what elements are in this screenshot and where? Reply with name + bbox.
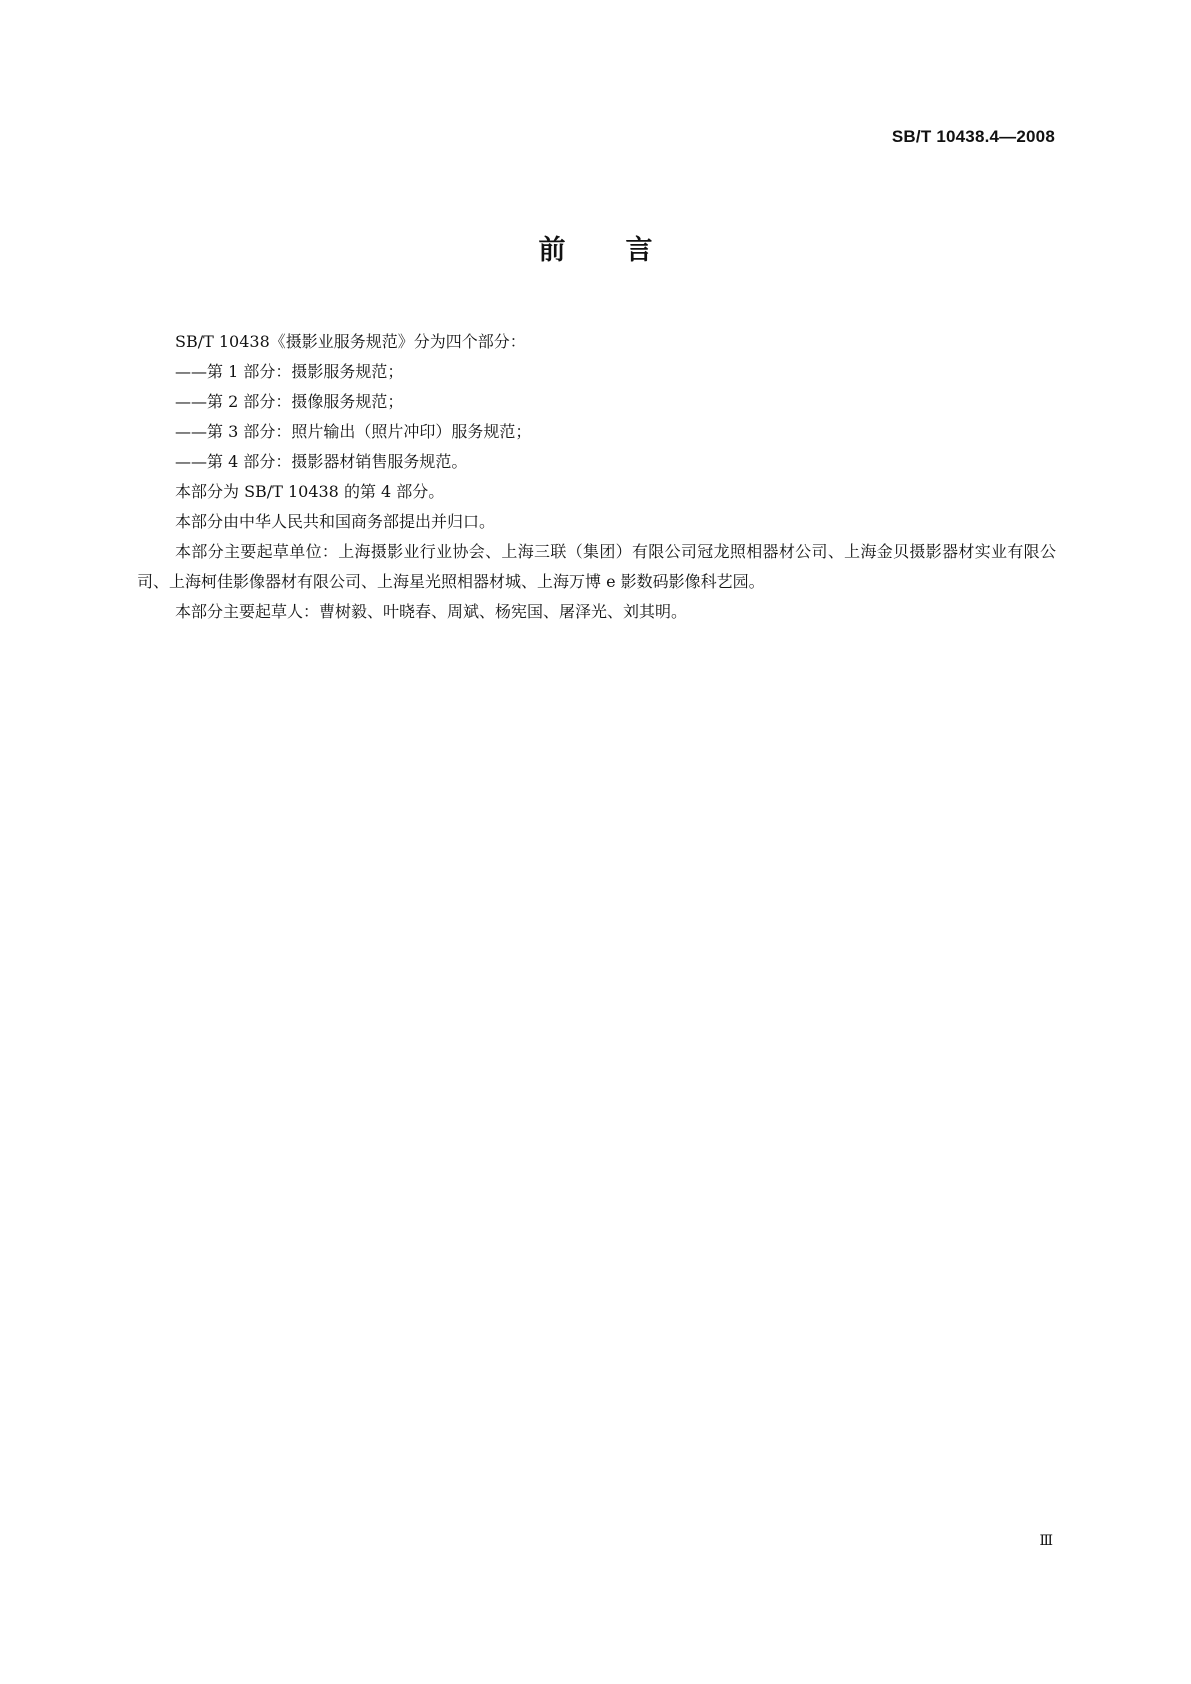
paragraph-part-2: ——第 2 部分：摄像服务规范；	[175, 392, 404, 411]
standard-code: SB/T 10438.4—2008	[891, 127, 1055, 146]
paragraph-part-4: ——第 4 部分：摄影器材销售服务规范。	[175, 452, 468, 471]
page-number: Ⅲ	[1039, 1533, 1053, 1549]
paragraph-proposer: 本部分由中华人民共和国商务部提出并归口。	[175, 512, 496, 531]
paragraph-part-3: ——第 3 部分：照片输出（照片冲印）服务规范；	[175, 422, 532, 441]
paragraph-drafting-units: 本部分主要起草单位：上海摄影业行业协会、上海三联（集团）有限公司冠龙照相器材公司、上海金贝摄影器材实业有限公司、上海柯佳影像器材有限公司、上海星光照相器材城、上海万博 e 影数码影像科艺园。	[137, 542, 1056, 591]
paragraph-drafters: 本部分主要起草人：曹树毅、叶晓春、周斌、杨宪国、屠泽光、刘其明。	[175, 602, 688, 621]
paragraph-part-1: ——第 1 部分：摄影服务规范；	[175, 362, 404, 381]
paragraph-this-part: 本部分为 SB/T 10438 的第 4 部分。	[175, 482, 445, 501]
paragraph-parts-intro: SB/T 10438《摄影业服务规范》分为四个部分：	[175, 332, 526, 351]
page-title: 前言	[538, 235, 713, 266]
foreword-body	[137, 327, 1056, 627]
